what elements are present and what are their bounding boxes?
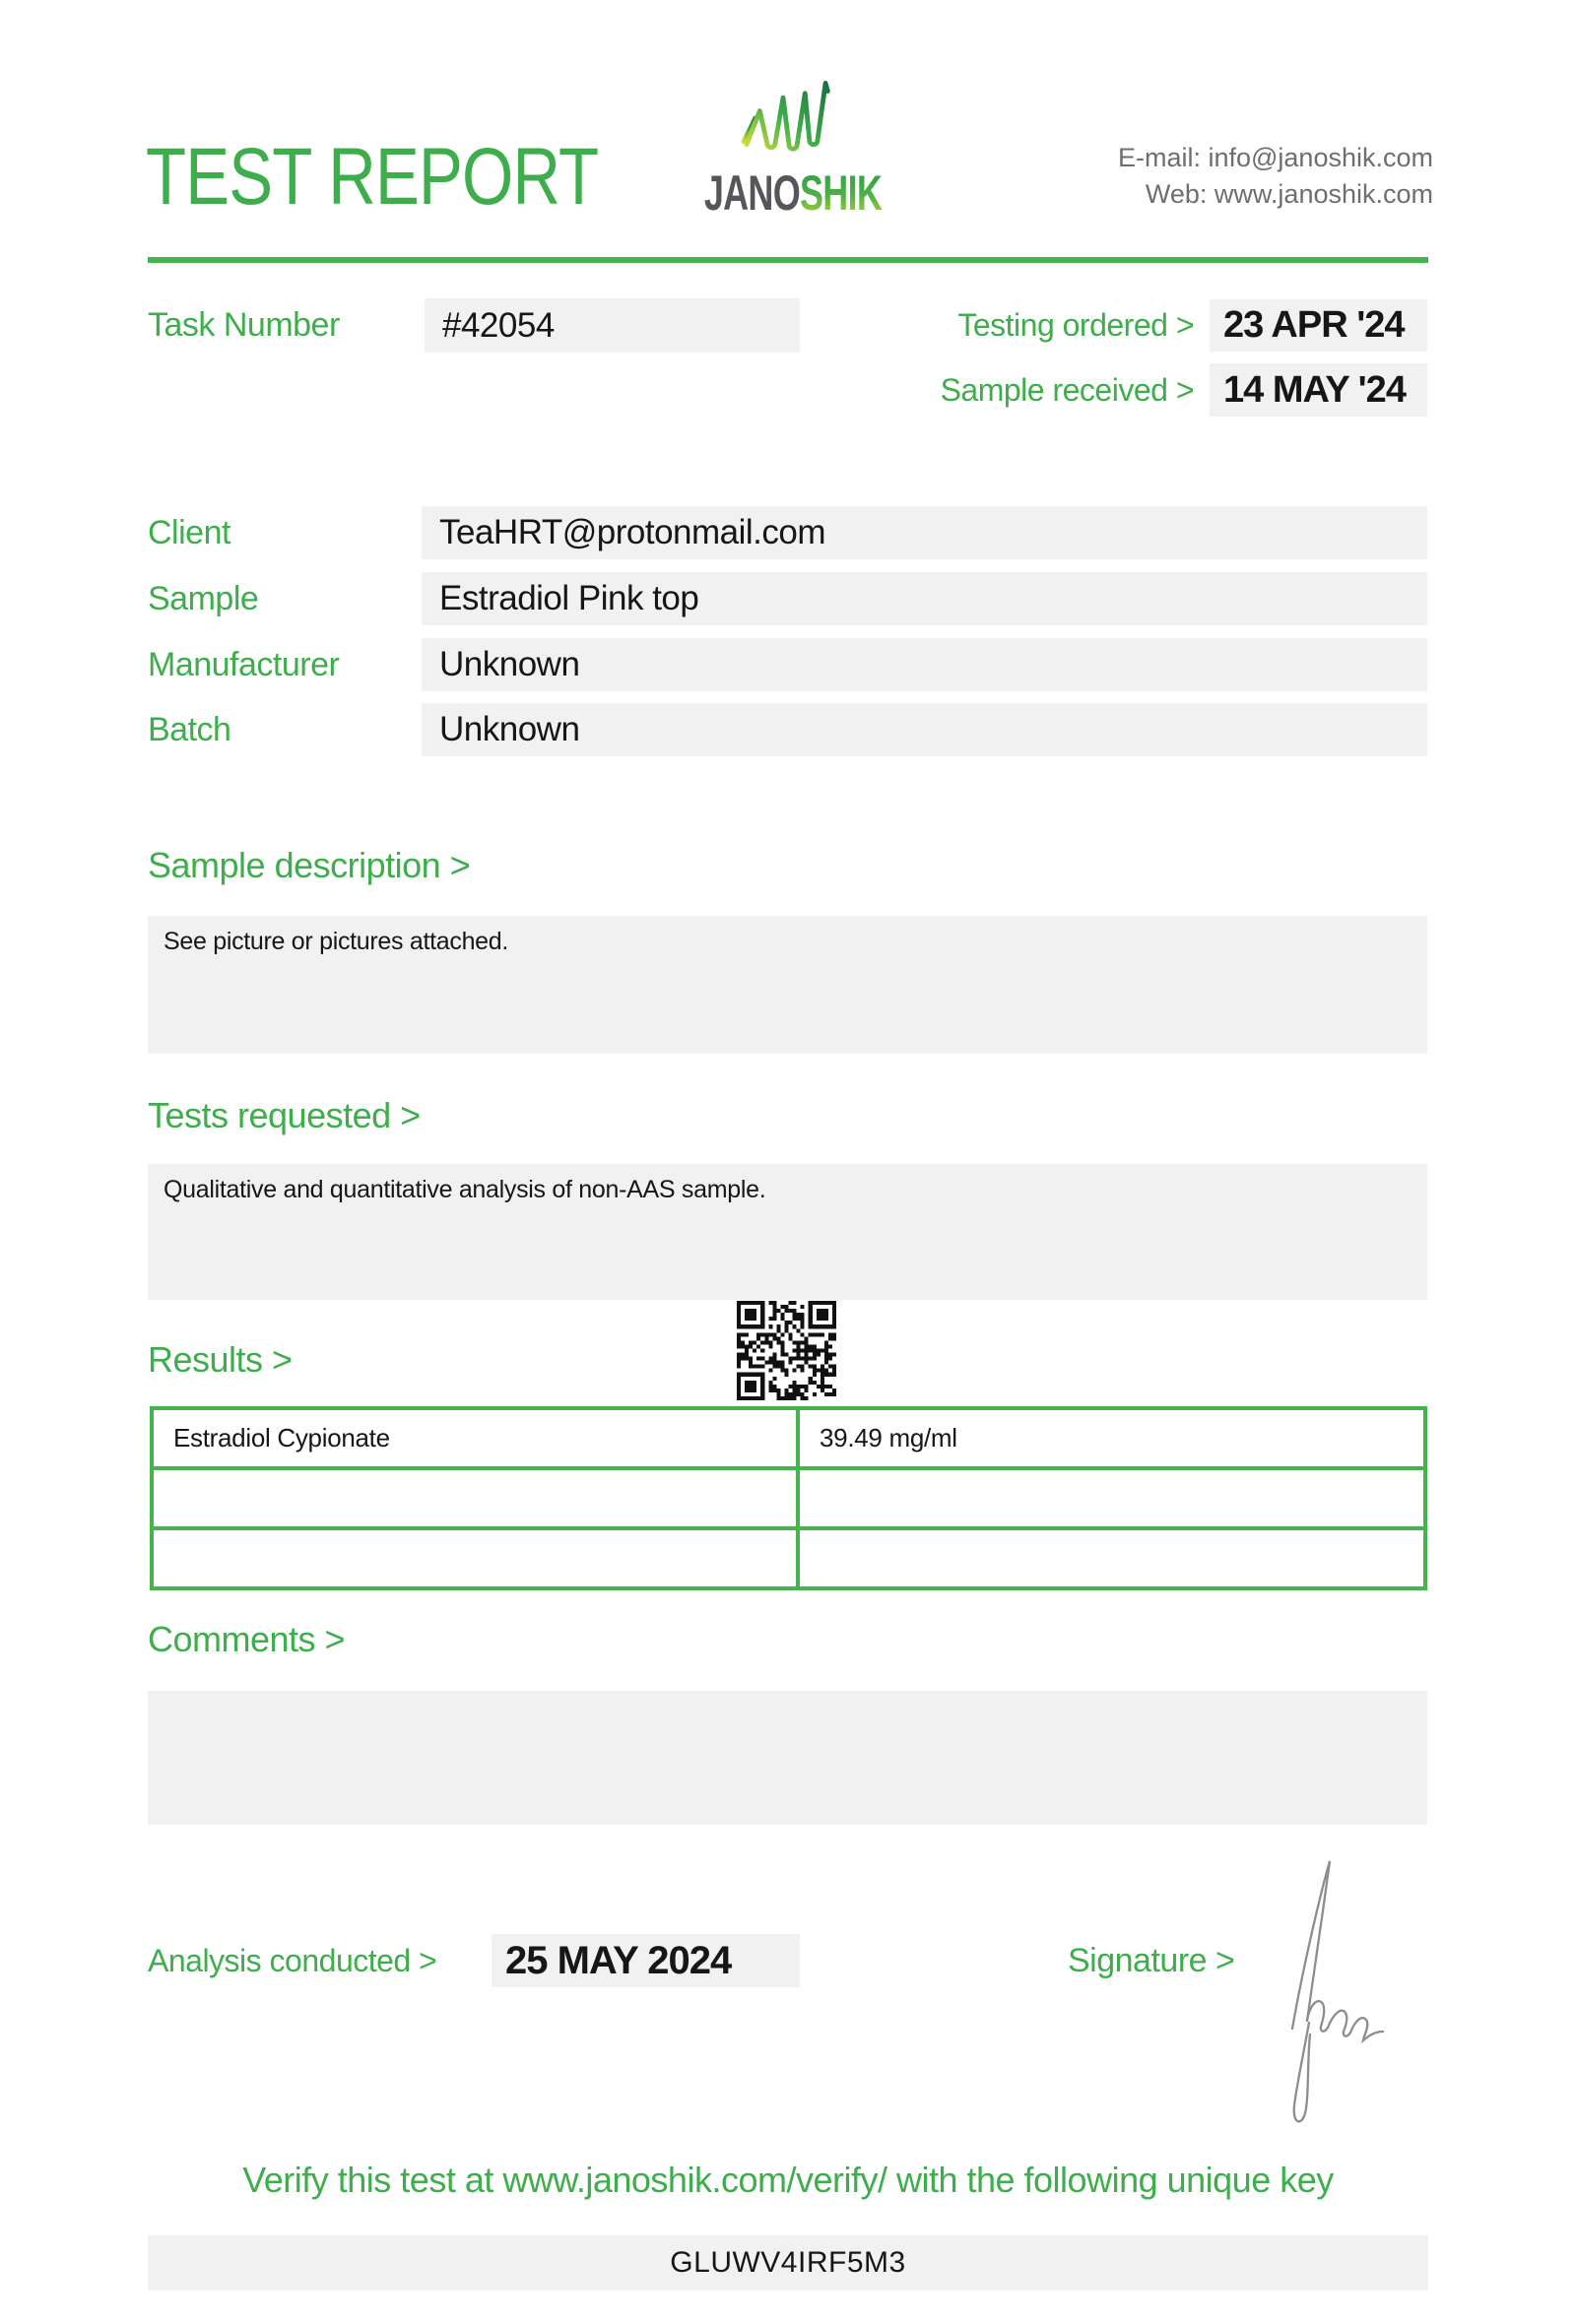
analysis-date-value: 25 MAY 2024 xyxy=(505,1938,732,1982)
client-value: TeaHRT@protonmail.com xyxy=(439,513,826,551)
batch-value-box xyxy=(422,703,1427,756)
result-analyte-cell xyxy=(154,1530,800,1586)
batch-value: Unknown xyxy=(439,710,580,748)
verify-instruction-text: Verify this test at www.janoshik.com/verify/ with the following unique key xyxy=(242,2160,1334,2200)
results-row xyxy=(154,1526,1423,1586)
manufacturer-label: Manufacturer xyxy=(148,645,340,683)
brand-wordmark xyxy=(687,164,899,222)
results-heading: Results > xyxy=(148,1339,293,1380)
contact-block xyxy=(985,140,1433,213)
results-row xyxy=(154,1466,1423,1526)
sample-description-heading: Sample description > xyxy=(148,845,471,885)
verify-key-value: GLUWV4IRF5M3 xyxy=(670,2246,906,2279)
brand-wordmark-green: SHIK xyxy=(799,165,883,221)
sample-label: Sample xyxy=(148,579,259,617)
verify-key-box xyxy=(148,2235,1428,2291)
analysis-conducted-label: Analysis conducted > xyxy=(148,1942,437,1978)
client-value-box xyxy=(422,506,1427,559)
manufacturer-value-box xyxy=(422,638,1427,691)
sample-received-box xyxy=(1210,363,1427,417)
batch-label: Batch xyxy=(148,710,231,748)
comments-heading: Comments > xyxy=(148,1619,346,1659)
page-title: TEST REPORT xyxy=(146,132,599,222)
header-divider xyxy=(148,257,1428,263)
testing-ordered-box xyxy=(1210,299,1427,352)
result-value-cell xyxy=(800,1530,1423,1586)
sample-value: Estradiol Pink top xyxy=(439,579,699,617)
sample-received-value: 14 MAY '24 xyxy=(1223,368,1406,411)
testing-ordered-label: Testing ordered > xyxy=(957,307,1194,343)
testing-ordered-value: 23 APR '24 xyxy=(1223,304,1405,346)
signature-image xyxy=(1274,1853,1387,2134)
tests-requested-box xyxy=(148,1164,1427,1300)
result-analyte-cell: Estradiol Cypionate xyxy=(154,1410,800,1466)
comments-box xyxy=(148,1691,1427,1825)
brand-wordmark-gray: JANO xyxy=(703,165,800,221)
sample-description-text: See picture or pictures attached. xyxy=(164,928,509,955)
task-number-box xyxy=(425,298,800,353)
sample-received-label: Sample received > xyxy=(940,371,1194,408)
tests-requested-heading: Tests requested > xyxy=(148,1095,421,1135)
result-analyte-cell xyxy=(154,1470,800,1526)
result-value-cell: 39.49 mg/ml xyxy=(820,1423,957,1452)
task-number-value: #42054 xyxy=(442,305,555,345)
analysis-date-box xyxy=(492,1934,800,1987)
contact-web: Web: www.janoshik.com xyxy=(1145,179,1433,209)
sample-value-box xyxy=(422,572,1427,625)
results-table xyxy=(150,1406,1427,1590)
contact-email: E-mail: info@janoshik.com xyxy=(1117,143,1433,172)
client-label: Client xyxy=(148,513,230,551)
sample-description-box xyxy=(148,916,1427,1054)
tests-requested-text: Qualitative and quantitative analysis of non-AAS sample. xyxy=(164,1176,766,1203)
manufacturer-value: Unknown xyxy=(439,645,580,683)
results-row xyxy=(154,1410,1423,1466)
chart-logo-icon xyxy=(741,77,831,160)
signature-label: Signature > xyxy=(1068,1941,1235,1979)
task-number-label: Task Number xyxy=(148,306,340,344)
qr-code xyxy=(737,1301,836,1400)
result-value-cell xyxy=(800,1470,1423,1526)
